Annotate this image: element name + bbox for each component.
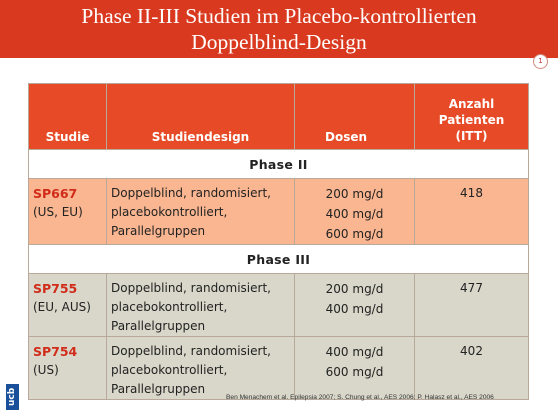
dose-cell (295, 274, 415, 337)
design-cell (107, 274, 295, 337)
table-row (29, 337, 529, 400)
dose-value: 600 mg/d (325, 227, 384, 241)
study-id: SP755 (33, 281, 78, 296)
design-line: Parallelgruppen (111, 224, 206, 238)
header-anzahl-line-2: Patienten (438, 113, 505, 127)
patient-count: 477 (415, 274, 529, 337)
design-line: Parallelgruppen (111, 319, 206, 333)
header-dosen: Dosen (295, 84, 415, 150)
title-line-1: Phase II-III Studien im Placebo-kontrollierten (81, 4, 477, 28)
design-line: placebokontrolliert, (111, 300, 228, 314)
dose-value: 200 mg/d (325, 282, 384, 296)
phase-3-row (29, 245, 529, 274)
header-studie: Studie (29, 84, 107, 150)
study-cell (29, 337, 107, 400)
slide-title (0, 0, 558, 58)
study-id: SP667 (33, 186, 78, 201)
design-cell (107, 337, 295, 400)
table-row (29, 179, 529, 245)
title-line-2: Doppelblind-Design (191, 30, 367, 54)
footnote-references: Ben Menachem et al. Epilepsia 2007; S. Chung et al., AES 2006; P. Halasz et al., AES 2006 (226, 394, 494, 401)
study-cell (29, 179, 107, 245)
dose-value: 600 mg/d (325, 365, 384, 379)
phase-3-label: Phase III (29, 245, 529, 274)
study-region: (US, EU) (33, 205, 83, 219)
design-line: Parallelgruppen (111, 382, 206, 396)
dose-value: 400 mg/d (325, 302, 384, 316)
phase-2-label: Phase II (29, 150, 529, 179)
ucb-logo: ucb (6, 384, 19, 410)
dose-value: 200 mg/d (325, 187, 384, 201)
study-id: SP754 (33, 344, 78, 359)
page-number: 1 (533, 54, 548, 69)
header-anzahl-line-3: (ITT) (455, 129, 488, 143)
patient-count: 418 (415, 179, 529, 245)
design-cell (107, 179, 295, 245)
phase-2-row (29, 150, 529, 179)
dose-cell (295, 179, 415, 245)
dose-value: 400 mg/d (325, 207, 384, 221)
design-line: placebokontrolliert, (111, 363, 228, 377)
design-line: placebokontrolliert, (111, 205, 228, 219)
design-line: Doppelblind, randomisiert, (111, 281, 271, 295)
patient-count: 402 (415, 337, 529, 400)
header-studiendesign: Studiendesign (107, 84, 295, 150)
dose-value: 400 mg/d (325, 345, 384, 359)
table-row (29, 274, 529, 337)
design-line: Doppelblind, randomisiert, (111, 186, 271, 200)
study-region: (US) (33, 363, 59, 377)
header-anzahl-patienten (415, 84, 529, 150)
header-anzahl-line-1: Anzahl (448, 97, 495, 111)
study-cell (29, 274, 107, 337)
studies-table (28, 83, 529, 400)
table-header-row (29, 84, 529, 150)
study-region: (EU, AUS) (33, 300, 91, 314)
design-line: Doppelblind, randomisiert, (111, 344, 271, 358)
dose-cell (295, 337, 415, 400)
